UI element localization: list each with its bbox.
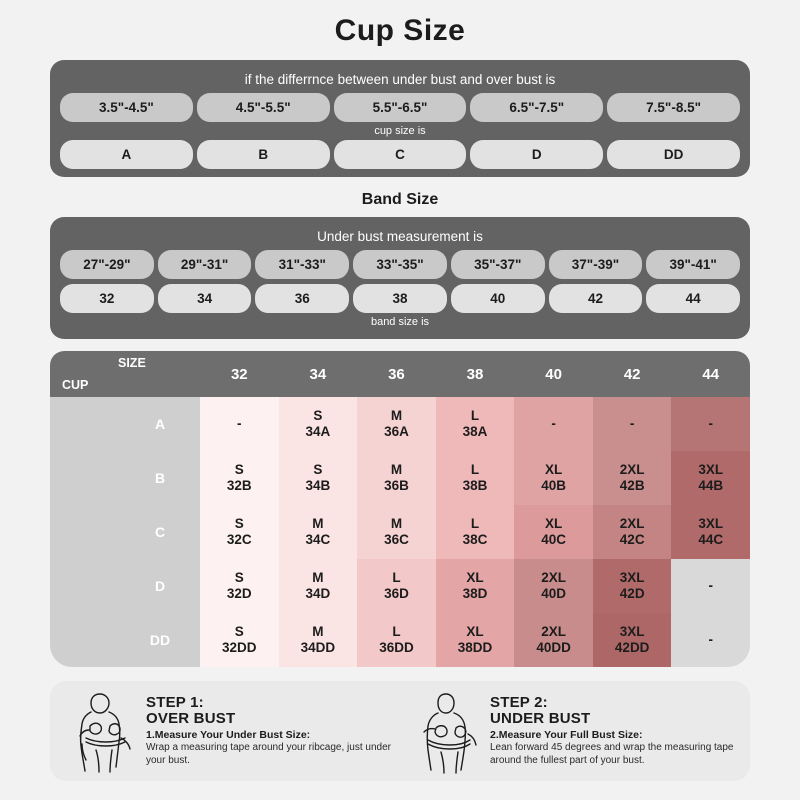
matrix-cell-bra-size: 34D — [305, 586, 331, 601]
matrix-cell-letter-size: S — [234, 516, 244, 532]
matrix-cell — [357, 451, 436, 505]
matrix-cell — [593, 559, 672, 613]
matrix-cell-bra-size: 36D — [384, 586, 409, 601]
matrix-cell-bra-size: 32B — [226, 478, 252, 493]
matrix-cell-letter-size: 2XL — [619, 516, 645, 532]
step1-subtitle: 1.Measure Your Under Bust Size: — [146, 729, 311, 742]
matrix-cell-letter-size: S — [234, 624, 244, 640]
matrix-cell-letter-size: XL — [544, 516, 563, 532]
matrix-cell-letter-size: M — [312, 570, 324, 586]
matrix-cell-bra-size: 40B — [541, 478, 566, 493]
matrix-cell — [514, 559, 593, 613]
band-range-cell: 27"-29" — [60, 250, 154, 279]
matrix-cell-bra-size: 34DD — [300, 640, 336, 655]
matrix-cell — [514, 451, 593, 505]
band-size-cell: 40 — [451, 284, 545, 313]
size-matrix — [50, 351, 750, 667]
cup-letter-cell: D — [470, 140, 603, 169]
matrix-cell-letter-size: S — [234, 462, 244, 478]
page-title: Cup Size — [334, 14, 466, 47]
matrix-size-label: SIZE — [118, 356, 146, 370]
matrix-cell-letter-size: M — [390, 516, 403, 532]
matrix-cell-bra-size: 44B — [698, 478, 724, 493]
band-range-cell: 33"-35" — [353, 250, 447, 279]
step-over-bust — [56, 688, 400, 774]
matrix-cell — [514, 397, 593, 451]
cup-range-row — [60, 93, 740, 122]
matrix-cell — [593, 451, 672, 505]
matrix-cup-label: CUP — [62, 378, 89, 392]
band-size-cell: 34 — [158, 284, 252, 313]
band-size-cell: 36 — [255, 284, 349, 313]
matrix-row-label: DD — [120, 613, 200, 667]
matrix-cell-letter-size: 3XL — [619, 570, 645, 586]
matrix-col-header: 40 — [545, 365, 562, 383]
matrix-col-header: 42 — [623, 365, 641, 383]
band-range-cell: 29"-31" — [158, 250, 252, 279]
matrix-col-header: 34 — [309, 365, 327, 383]
matrix-cell-letter-size: L — [470, 408, 480, 424]
band-range-cell: 39"-41" — [646, 250, 740, 279]
cup-size-panel — [50, 60, 750, 177]
matrix-cell — [514, 613, 593, 667]
matrix-cell-bra-size: 32C — [226, 532, 252, 547]
step2-head-line2: UNDER BUST — [490, 709, 591, 727]
band-size-title: Band Size — [361, 191, 439, 208]
matrix-cell — [593, 613, 672, 667]
matrix-cell-bra-size: 32D — [226, 586, 252, 601]
cup-letter-cell: A — [60, 140, 193, 169]
matrix-cell-letter-size: 3XL — [619, 624, 645, 640]
band-size-cell: 32 — [60, 284, 154, 313]
cup-size-is-caption: cup size is — [374, 125, 426, 137]
matrix-cell — [279, 613, 358, 667]
matrix-cell — [671, 505, 750, 559]
matrix-cell — [671, 559, 750, 613]
matrix-cell — [200, 397, 279, 451]
matrix-cell-bra-size: - — [708, 416, 713, 432]
matrix-cell-letter-size: S — [313, 462, 323, 478]
matrix-cell-bra-size: 42C — [619, 532, 645, 547]
band-size-row — [60, 284, 740, 313]
matrix-cell — [671, 451, 750, 505]
matrix-row-spacer — [50, 559, 120, 613]
band-size-cell: 38 — [353, 284, 447, 313]
matrix-cell-bra-size: 36A — [384, 424, 409, 439]
cup-range-cell: 7.5"-8.5" — [607, 93, 740, 122]
matrix-header-row — [50, 351, 750, 397]
step2-subtitle: 2.Measure Your Full Bust Size: — [490, 729, 643, 742]
matrix-cell-letter-size: 2XL — [619, 462, 645, 478]
matrix-cell — [200, 613, 279, 667]
matrix-row-label: C — [120, 505, 200, 559]
matrix-cell-bra-size: - — [629, 416, 635, 432]
measure-steps — [50, 681, 750, 781]
matrix-cell — [436, 397, 515, 451]
matrix-cell — [436, 451, 515, 505]
cup-difference-caption: if the differrnce between under bust and over bust is — [244, 72, 556, 87]
step1-body: Wrap a measuring tape around your ribcage, just under your bust. — [146, 742, 391, 766]
matrix-row-label: A — [120, 397, 200, 451]
matrix-row — [50, 613, 750, 667]
matrix-cell-bra-size: 42DD — [614, 640, 650, 655]
matrix-cell-bra-size: - — [708, 632, 713, 648]
matrix-row-spacer — [50, 451, 120, 505]
matrix-row-spacer — [50, 613, 120, 667]
matrix-cell — [200, 451, 279, 505]
matrix-cell-bra-size: 38DD — [457, 640, 493, 655]
matrix-cell — [671, 613, 750, 667]
matrix-cell — [514, 505, 593, 559]
cup-range-cell: 5.5"-6.5" — [334, 93, 467, 122]
matrix-cell-bra-size: 34C — [305, 532, 331, 547]
cup-letter-cell: DD — [607, 140, 740, 169]
matrix-cell-letter-size: XL — [466, 624, 484, 640]
matrix-row-spacer — [50, 505, 120, 559]
matrix-cell-letter-size: L — [392, 624, 401, 640]
cup-letter-cell: C — [334, 140, 467, 169]
matrix-cell-letter-size: XL — [466, 570, 484, 586]
matrix-cell-letter-size: 2XL — [541, 570, 566, 586]
band-size-is-caption: band size is — [370, 316, 430, 328]
matrix-col-header: 36 — [388, 365, 405, 383]
matrix-cell-letter-size: M — [312, 624, 324, 640]
matrix-cell — [279, 559, 358, 613]
step1-head-line2: OVER BUST — [146, 709, 236, 727]
matrix-cell — [436, 559, 515, 613]
matrix-cell-letter-size: 2XL — [541, 624, 566, 640]
matrix-cell-bra-size: 42B — [619, 478, 645, 493]
matrix-cell-bra-size: 36DD — [379, 640, 414, 655]
band-range-cell: 37"-39" — [549, 250, 643, 279]
matrix-cell-letter-size: L — [470, 516, 480, 532]
matrix-cell-bra-size: 42D — [619, 586, 645, 601]
matrix-cell — [200, 505, 279, 559]
matrix-cell-bra-size: - — [237, 416, 242, 432]
matrix-cell-bra-size: 38B — [462, 478, 488, 493]
matrix-cell-bra-size: 34A — [305, 424, 331, 439]
matrix-cell-bra-size: 36C — [384, 532, 409, 547]
matrix-cell-bra-size: 38A — [462, 424, 488, 439]
matrix-cell-bra-size: 32DD — [222, 640, 257, 655]
matrix-col-header: 32 — [230, 365, 248, 383]
matrix-corner — [50, 351, 200, 397]
cup-range-cell: 3.5"-4.5" — [60, 93, 193, 122]
matrix-cell — [436, 505, 515, 559]
matrix-cell-bra-size: - — [708, 578, 713, 594]
over-bust-text — [146, 695, 400, 768]
matrix-cell-letter-size: M — [390, 408, 403, 424]
matrix-cell — [593, 397, 672, 451]
band-size-panel — [50, 217, 750, 339]
matrix-cell-bra-size: 38C — [462, 532, 488, 547]
matrix-body — [50, 397, 750, 667]
matrix-cell-letter-size: L — [392, 570, 401, 586]
cup-range-cell: 4.5"-5.5" — [197, 93, 330, 122]
matrix-cell — [357, 397, 436, 451]
matrix-cell — [279, 451, 358, 505]
cup-letter-cell: B — [197, 140, 330, 169]
matrix-cell — [279, 397, 358, 451]
matrix-col-header: 38 — [466, 365, 484, 383]
matrix-cell-letter-size: S — [313, 408, 323, 424]
matrix-row-label: D — [120, 559, 200, 613]
matrix-row — [50, 397, 750, 451]
matrix-cell — [593, 505, 672, 559]
matrix-cell-bra-size: - — [551, 416, 556, 432]
matrix-cell-letter-size: M — [390, 462, 403, 478]
under-bust-text — [490, 695, 744, 768]
matrix-cell-letter-size: 3XL — [698, 516, 724, 532]
band-range-cell: 31"-33" — [255, 250, 349, 279]
matrix-cell — [357, 559, 436, 613]
matrix-cell-bra-size: 34B — [305, 478, 331, 493]
band-range-row — [60, 250, 740, 279]
matrix-cell-bra-size: 40C — [541, 532, 566, 547]
step1-head-line1: STEP 1: — [146, 693, 204, 711]
matrix-row — [50, 451, 750, 505]
over-bust-illustration-icon — [66, 688, 138, 774]
matrix-cell — [436, 613, 515, 667]
matrix-row-spacer — [50, 397, 120, 451]
under-bust-illustration-icon — [410, 688, 482, 774]
matrix-cell — [279, 505, 358, 559]
matrix-row — [50, 505, 750, 559]
matrix-cell-bra-size: 38D — [462, 586, 488, 601]
matrix-cell-bra-size: 36B — [384, 478, 409, 493]
matrix-cell-letter-size: XL — [544, 462, 563, 478]
matrix-cell-letter-size: 3XL — [698, 462, 724, 478]
matrix-cell-letter-size: L — [470, 462, 480, 478]
step-under-bust — [400, 688, 744, 774]
matrix-cell-bra-size: 40D — [541, 586, 566, 601]
cup-letter-row — [60, 140, 740, 169]
under-bust-caption: Under bust measurement is — [317, 229, 483, 244]
cup-range-cell: 6.5"-7.5" — [470, 93, 603, 122]
matrix-row — [50, 559, 750, 613]
matrix-cell-bra-size: 40DD — [536, 640, 571, 655]
matrix-cell-letter-size: S — [234, 570, 244, 586]
matrix-cell — [357, 613, 436, 667]
matrix-cell — [200, 559, 279, 613]
matrix-row-label: B — [120, 451, 200, 505]
matrix-cell-bra-size: 44C — [698, 532, 724, 547]
matrix-cell — [671, 397, 750, 451]
step2-head-line1: STEP 2: — [490, 693, 548, 711]
matrix-cell-letter-size: M — [312, 516, 324, 532]
matrix-col-header: 44 — [702, 365, 720, 383]
band-range-cell: 35"-37" — [451, 250, 545, 279]
band-size-cell: 42 — [549, 284, 643, 313]
band-size-cell: 44 — [646, 284, 740, 313]
matrix-cell — [357, 505, 436, 559]
step2-body: Lean forward 45 degrees and wrap the measuring tape around the fullest part of your bust. — [490, 742, 734, 766]
